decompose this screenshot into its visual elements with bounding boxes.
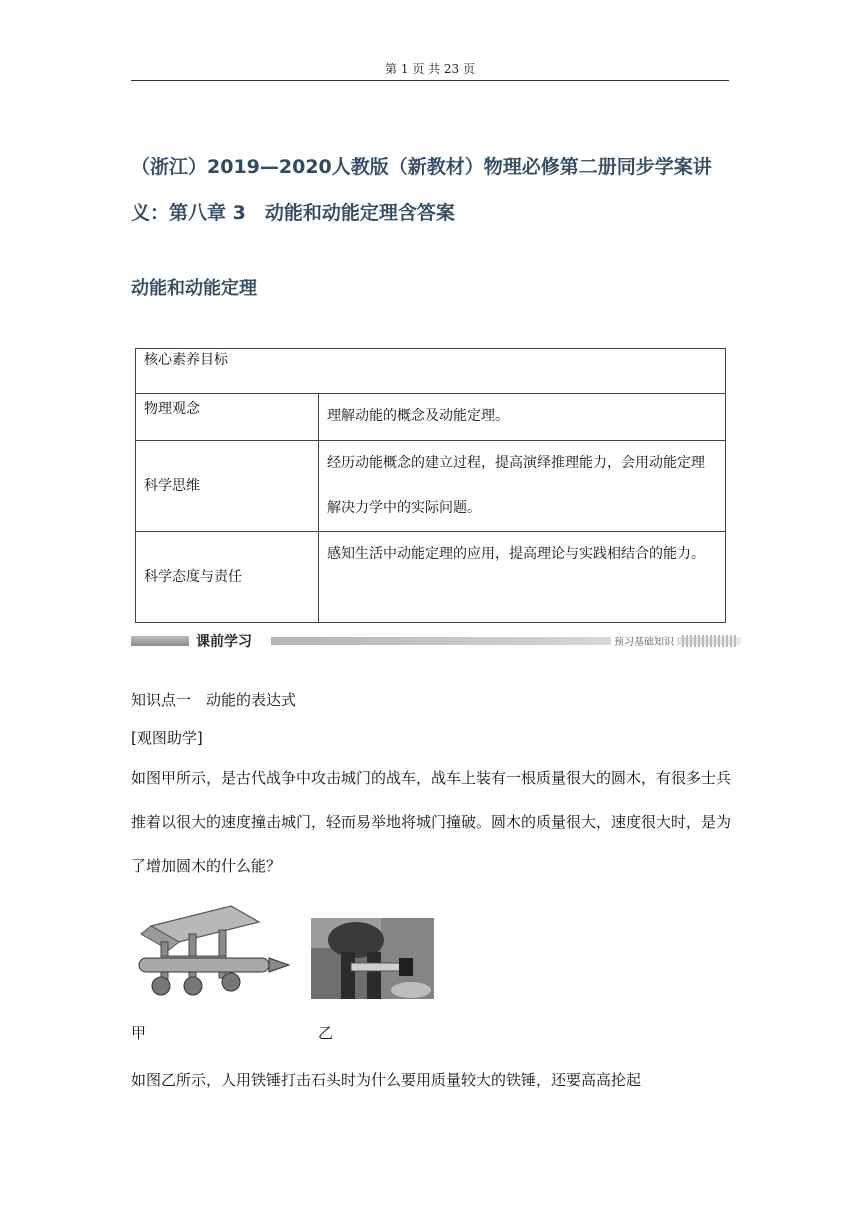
- battering-ram-illustration: [131, 904, 291, 999]
- figure-caption-yi: 乙: [318, 1024, 334, 1042]
- core-goals-table: [135, 348, 726, 623]
- figure-caption-jia: 甲: [131, 1024, 147, 1042]
- document-title: （浙江）2019—2020人教版（新教材）物理必修第二册同步学案讲义：第八章 3 动能和动能定理含答案: [131, 156, 712, 224]
- page-header: 第 1 页 共 23 页: [385, 62, 475, 76]
- hammer-stone-photo: [311, 918, 434, 999]
- header-rule: [131, 80, 729, 81]
- goal-text: 感知生活中动能定理的应用，提高理论与实践相结合的能力。: [319, 532, 726, 623]
- goal-text: 理解动能的概念及动能定理。: [319, 394, 726, 441]
- section-banner: [131, 633, 737, 649]
- goal-label: 科学思维: [136, 441, 319, 532]
- goals-table-heading: 核心素养目标: [136, 349, 726, 394]
- goal-label: 物理观念: [136, 394, 319, 441]
- table-row: [136, 532, 726, 623]
- paragraph: 如图乙所示，人用铁锤打击石头时为什么要用质量较大的铁锤，还要高高抡起: [131, 1071, 642, 1089]
- table-row: [136, 394, 726, 441]
- banner-stripes: [682, 635, 737, 647]
- paragraph: 如图甲所示，是古代战争中攻击城门的战车，战车上装有一根质量很大的圆木，有很多士兵推着以很大的速度撞击城门，轻而易举地将城门撞破。圆木的质量很大，速度很大时，是为了增加圆木的什么能？: [131, 769, 732, 875]
- section-title: 动能和动能定理: [131, 278, 257, 299]
- goal-label: 科学态度与责任: [136, 532, 319, 623]
- guide-label: [观图助学]: [131, 729, 203, 747]
- banner-label: 课前学习: [196, 634, 252, 650]
- knowledge-point-heading: 知识点一 动能的表达式: [131, 691, 297, 709]
- banner-bar-left: [131, 636, 189, 646]
- banner-tag: 预习基础知识: [611, 633, 677, 648]
- table-row: [136, 441, 726, 532]
- goal-text: 经历动能概念的建立过程，提高演绎推理能力，会用动能定理解决力学中的实际问题。: [319, 441, 726, 532]
